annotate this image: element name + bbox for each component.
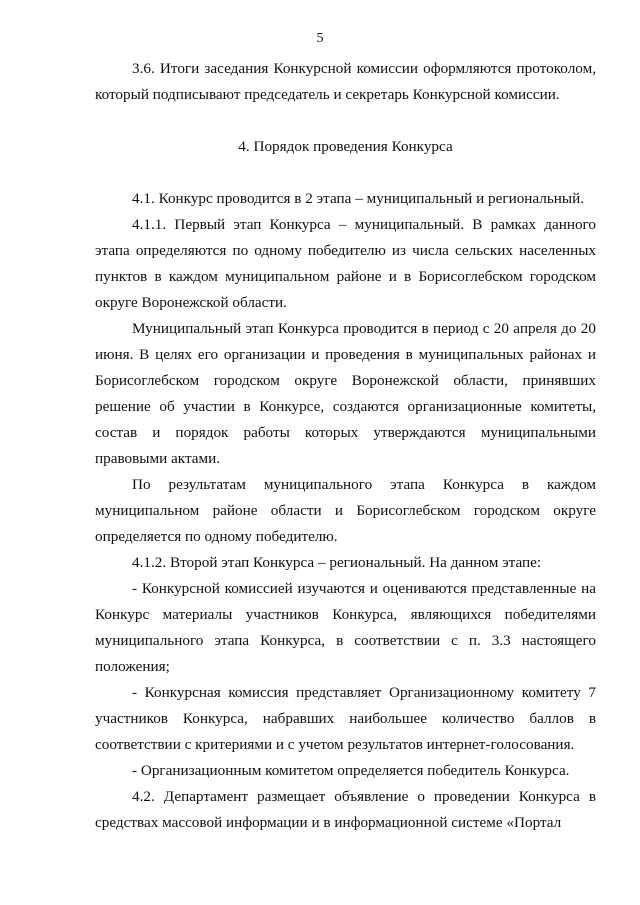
page-number: 5: [316, 31, 324, 46]
list-item-committee-determines: - Организационным комитетом определяется победитель Конкурса.: [132, 762, 570, 779]
section-heading-4: 4. Порядок проведения Конкурса: [238, 138, 453, 155]
list-item-commission-presents: - Конкурсная комиссия представляет Организационному комитету 7 участников Конкурса, набравших наибольшее количество баллов в соответствии с критериями и с учетом результатов интернет-голосования.: [95, 684, 596, 753]
list-item-commission-review: - Конкурсной комиссией изучаются и оцениваются представленные на Конкурс материалы участников Конкурса, являющихся победителями муниципального этапа Конкурса, в соответствии с п. 3.3 настоящего положения;: [95, 580, 596, 675]
paragraph-4-2: 4.2. Департамент размещает объявление о проведении Конкурса в средствах массовой информации и в информационной системе «Портал: [95, 788, 596, 831]
paragraph-4-1-1: 4.1.1. Первый этап Конкурса – муниципальный. В рамках данного этапа определяются по одному победителю из числа сельских населенных пунктов в каждом муниципальном районе и в Борисоглебском городском округе Воронежской области.: [95, 216, 596, 311]
paragraph-municipal-stage-period: Муниципальный этап Конкурса проводится в период с 20 апреля до 20 июня. В целях его организации и проведения в муниципальных районах и Борисоглебском городском округе Воронежской области, принявших решение об участии в Конкурсе, создаются организационные комитеты, состав и порядок работы которых утверждаются муниципальными правовыми актами.: [95, 320, 596, 467]
paragraph-4-1: 4.1. Конкурс проводится в 2 этапа – муниципальный и региональный.: [132, 190, 585, 207]
document-body: [95, 56, 596, 836]
paragraph-municipal-stage-results: По результатам муниципального этапа Конкурса в каждом муниципальном районе области и Борисоглебском городском округе определяется по одному победителю.: [95, 476, 596, 545]
paragraph-4-1-2: 4.1.2. Второй этап Конкурса – региональный. На данном этапе:: [132, 554, 542, 571]
paragraph-3-6: 3.6. Итоги заседания Конкурсной комиссии оформляются протоколом, который подписывают председатель и секретарь Конкурсной комиссии.: [95, 60, 596, 103]
